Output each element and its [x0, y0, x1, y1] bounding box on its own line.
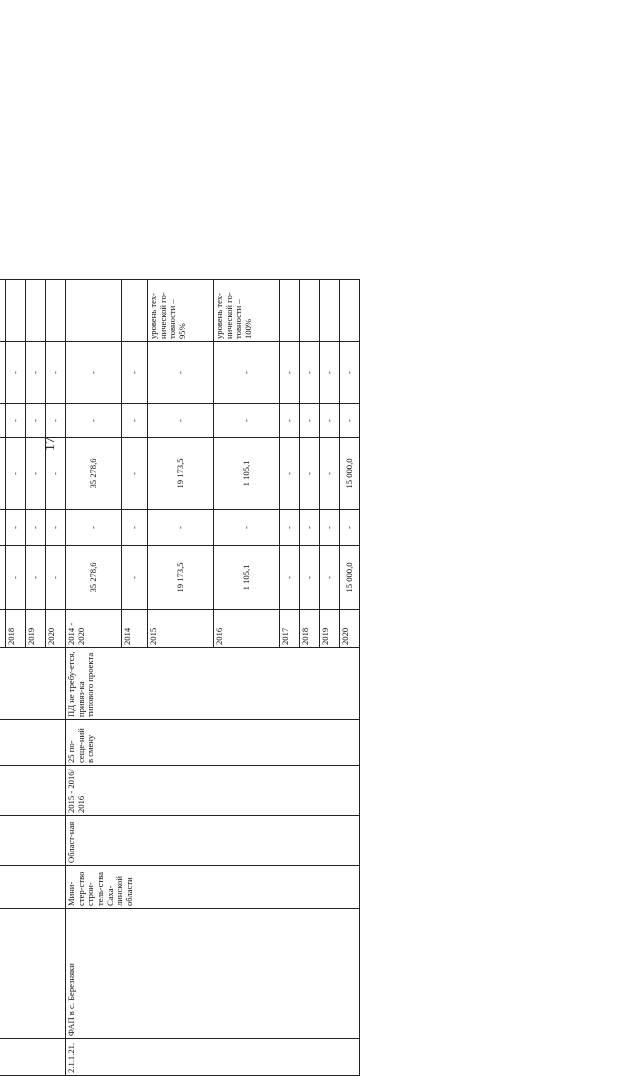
cell-total: - — [6, 546, 26, 610]
cell-federal: - — [26, 510, 46, 546]
cell-period: 2020 — [340, 610, 360, 648]
cell-federal: - — [340, 510, 360, 546]
cell-result — [66, 280, 122, 342]
cell-result — [280, 280, 300, 342]
cell-result: уровень тех-нической го-товности – 100% — [214, 280, 280, 342]
cell-result: уровень тех-нической го-товности – 95% — [148, 280, 214, 342]
cell-federal: - — [300, 510, 320, 546]
cell-total: 19 173,5 — [148, 546, 214, 610]
cell-local: - — [300, 404, 320, 438]
table-row — [66, 280, 122, 1076]
cell-total: - — [320, 546, 340, 610]
cell-capacity — [0, 720, 66, 766]
cell-num — [0, 1039, 66, 1076]
cell-local: - — [340, 404, 360, 438]
cell-local: - — [122, 404, 148, 438]
cell-period: 2014 - 2020 — [66, 610, 122, 648]
cell-attracted: - — [122, 342, 148, 404]
cell-grbs — [0, 866, 66, 909]
cell-total: - — [46, 546, 66, 610]
cell-result — [340, 280, 360, 342]
cell-period: 2017 — [280, 610, 300, 648]
cell-regional: - — [300, 438, 320, 510]
rotated-table-wrapper — [0, 280, 359, 1076]
cell-period: 2014 — [122, 610, 148, 648]
cell-period: 2019 — [320, 610, 340, 648]
cell-federal: - — [280, 510, 300, 546]
cell-term: 2015 - 2016/ 2016 — [66, 766, 360, 816]
cell-attracted: - — [66, 342, 122, 404]
cell-federal: - — [320, 510, 340, 546]
cell-federal: - — [214, 510, 280, 546]
cell-total: 35 278,6 — [66, 546, 122, 610]
cell-local: - — [214, 404, 280, 438]
cell-local: - — [320, 404, 340, 438]
cell-regional: 15 000,0 — [340, 438, 360, 510]
cell-period: 2020 — [46, 610, 66, 648]
cell-attracted: - — [320, 342, 340, 404]
cell-regional: - — [320, 438, 340, 510]
cell-local: - — [280, 404, 300, 438]
cell-ownership — [0, 816, 66, 866]
cell-federal: - — [148, 510, 214, 546]
cell-num: 2.1.1.21. — [66, 1039, 360, 1076]
cell-attracted: - — [214, 342, 280, 404]
cell-attracted: - — [280, 342, 300, 404]
cell-regional: 35 278,6 — [66, 438, 122, 510]
cell-name — [0, 909, 66, 1039]
cell-attracted: - — [6, 342, 26, 404]
cell-total: - — [300, 546, 320, 610]
cell-local: - — [46, 404, 66, 438]
cell-federal: - — [46, 510, 66, 546]
cell-local: - — [6, 404, 26, 438]
cell-result — [320, 280, 340, 342]
cell-period: 2019 — [26, 610, 46, 648]
cell-name: ФАП в с. Березняки — [66, 909, 360, 1039]
cell-total: 1 105,1 — [214, 546, 280, 610]
cell-local: - — [66, 404, 122, 438]
cell-regional: - — [46, 438, 66, 510]
cell-regional: - — [26, 438, 46, 510]
cell-federal: - — [6, 510, 26, 546]
cell-docs: ПД не требу-ется, привяз-ка типового проекта — [66, 648, 360, 720]
cell-federal: - — [66, 510, 122, 546]
cell-term — [0, 766, 66, 816]
cell-period: 2018 — [6, 610, 26, 648]
cell-regional: - — [6, 438, 26, 510]
cell-capacity: 25 по-сеще-ний в смену — [66, 720, 360, 766]
cell-attracted: - — [26, 342, 46, 404]
financing-table — [0, 279, 360, 1076]
cell-attracted: - — [46, 342, 66, 404]
cell-result — [122, 280, 148, 342]
cell-result — [6, 280, 26, 342]
cell-grbs: Мини-стер-ство строи-тель-ства Саха-линской области — [66, 866, 360, 909]
cell-attracted: - — [148, 342, 214, 404]
cell-regional: 1 105,1 — [214, 438, 280, 510]
cell-regional: - — [280, 438, 300, 510]
cell-result — [300, 280, 320, 342]
cell-docs — [0, 648, 66, 720]
cell-total: - — [122, 546, 148, 610]
cell-regional: 19 173,5 — [148, 438, 214, 510]
cell-period: 2016 — [214, 610, 280, 648]
cell-period: 2015 — [148, 610, 214, 648]
cell-period: 2018 — [300, 610, 320, 648]
cell-total: 15 000,0 — [340, 546, 360, 610]
page-number: 17 — [43, 437, 58, 451]
cell-local: - — [148, 404, 214, 438]
cell-result — [46, 280, 66, 342]
cell-attracted: - — [300, 342, 320, 404]
cell-federal: - — [122, 510, 148, 546]
cell-total: - — [280, 546, 300, 610]
cell-result — [26, 280, 46, 342]
cell-total: - — [26, 546, 46, 610]
cell-regional: - — [122, 438, 148, 510]
cell-local: - — [26, 404, 46, 438]
cell-ownership: Област-ная — [66, 816, 360, 866]
cell-attracted: - — [340, 342, 360, 404]
